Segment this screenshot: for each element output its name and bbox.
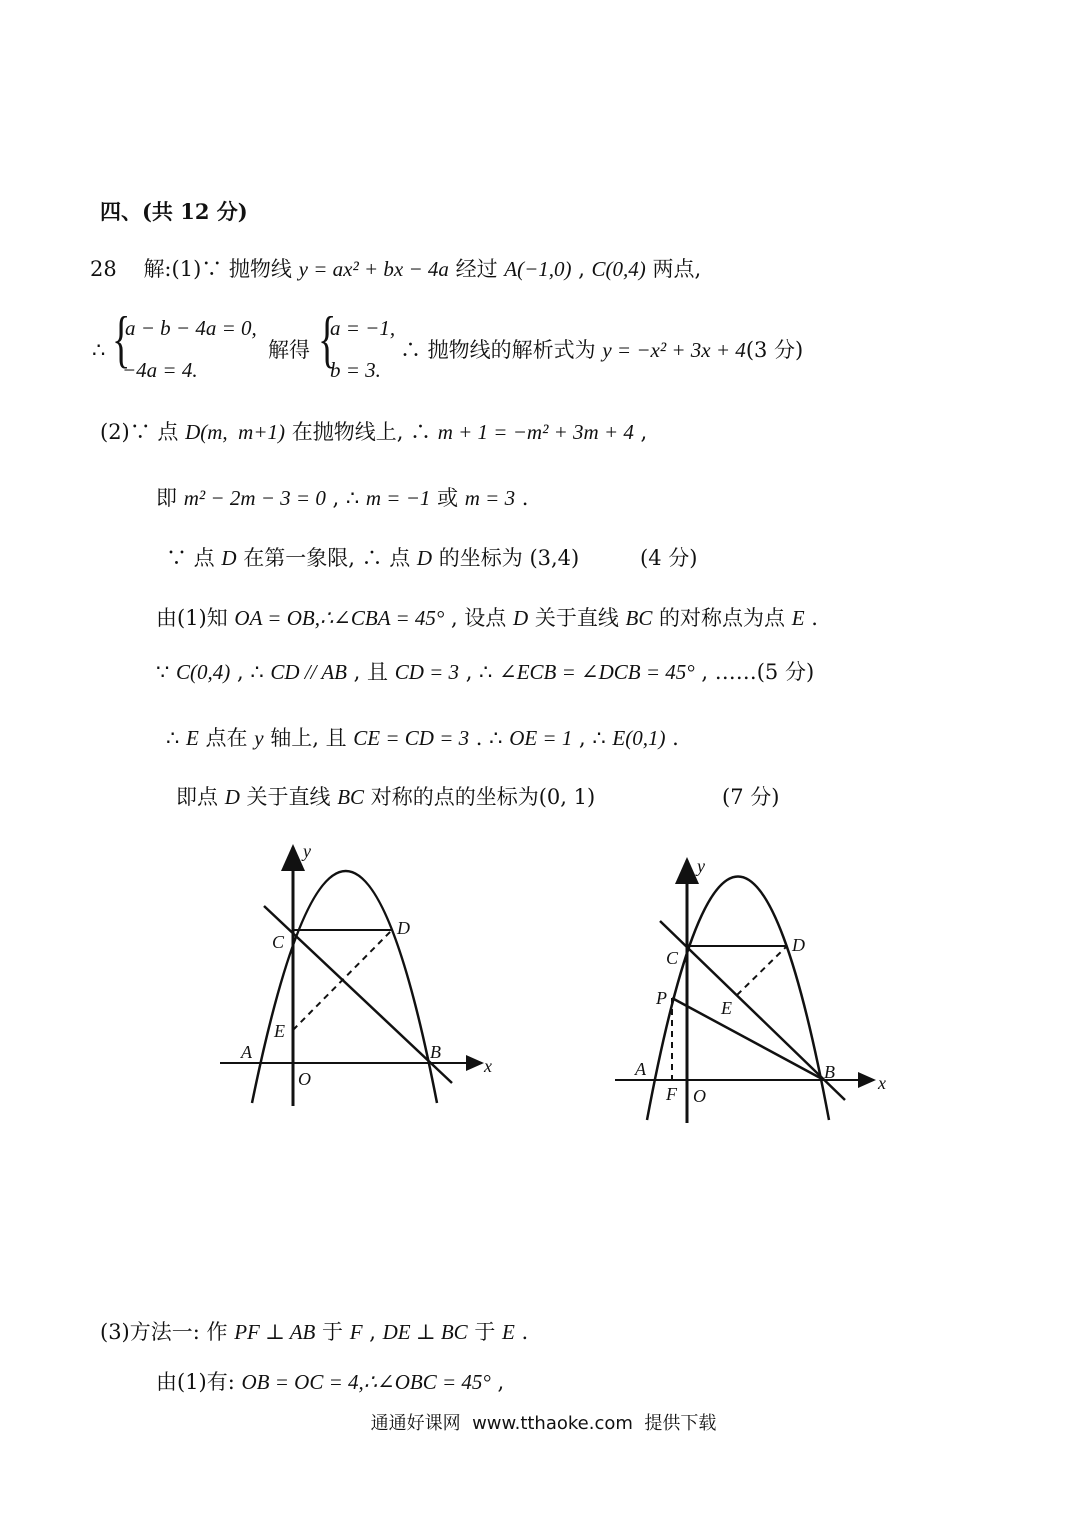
dashed-de [293, 930, 392, 1030]
label-o: O [298, 1069, 311, 1089]
solve-word: 解得 [268, 338, 310, 362]
text: 于 [467, 1320, 503, 1344]
text: . [804, 606, 818, 630]
text: 关于直线 [239, 785, 338, 809]
text: , 且 [346, 660, 395, 684]
text: . ∴ [469, 726, 510, 750]
text: , ∴ [325, 486, 366, 510]
text: . [514, 1320, 529, 1344]
solution-2: b = 3. [330, 358, 381, 382]
text: 点在 [198, 726, 255, 750]
formula: F [349, 1320, 363, 1344]
formula: CD // AB [270, 660, 347, 684]
text: , ……(5 分) [694, 660, 815, 684]
text: 由(1)有: [156, 1370, 242, 1394]
formula: m² − 2m − 3 = 0 [183, 486, 326, 510]
formula: D(m, m+1) [185, 420, 286, 444]
text: , [633, 420, 648, 444]
label-x: x [878, 1073, 886, 1093]
text: , ∴ [230, 660, 271, 684]
question-number: 28 [90, 257, 117, 281]
label-y: y [697, 856, 705, 876]
formula: E [186, 726, 199, 750]
label-c: C [272, 932, 285, 952]
equation-1: a − b − 4a = 0, [125, 316, 257, 340]
text: 解:(1)∵ 抛物线 [143, 257, 299, 281]
formula: C(0,4) [176, 660, 231, 684]
page-footer: 通通好课网 www.tthaoke.com 提供下载 [370, 1413, 717, 1434]
part2-line-7 [176, 783, 595, 811]
therefore-symbol: ∴ [92, 338, 106, 362]
formula: ∠ECB = ∠DCB = 45° [499, 660, 695, 684]
formula: OA = OB,∴∠CBA = 45° [234, 606, 445, 630]
formula: y = −x² + 3x + 4 [602, 338, 746, 362]
formula: OE = 1 [509, 726, 573, 750]
text: (3)方法一: 作 [100, 1320, 235, 1344]
label-x: x [484, 1056, 492, 1076]
part2-line-6 [166, 724, 679, 752]
formula: C(0,4) [591, 257, 646, 281]
text: , [571, 257, 592, 281]
formula: PF ⊥ AB [234, 1320, 316, 1344]
formula: OB = OC = 4,∴∠OBC = 45° [241, 1370, 491, 1394]
label-e: E [274, 1021, 285, 1041]
text: , [362, 1320, 383, 1344]
text: , ∴ [459, 660, 500, 684]
label-d: D [792, 935, 805, 955]
left-brace-2: { [318, 303, 337, 374]
formula: D [512, 606, 529, 630]
part2-line-4 [156, 604, 818, 632]
solution-1: a = −1, [330, 316, 396, 340]
figure-1-diagram [210, 835, 510, 1115]
text: 即 [156, 486, 184, 510]
formula: m = 3 [464, 486, 516, 510]
left-brace-1: { [112, 303, 131, 374]
label-p: P [656, 988, 667, 1008]
label-f: F [666, 1084, 677, 1104]
label-b: B [430, 1042, 441, 1062]
text: 在抛物线上, ∴ [285, 420, 438, 444]
formula: m + 1 = −m² + 3m + 4 [437, 420, 634, 444]
dashed-de [737, 946, 787, 995]
text: 关于直线 [528, 606, 626, 630]
formula: BC [625, 606, 653, 630]
text: 即点 [176, 785, 225, 809]
section-title: 四、(共 12 分) [100, 199, 248, 224]
text: 轴上, 且 [263, 726, 354, 750]
text: 在第一象限, ∴ 点 [236, 546, 417, 570]
text: 的坐标为 (3,4) [432, 546, 580, 570]
equation-2: −4a = 4. [122, 358, 198, 382]
formula: CE = CD = 3 [353, 726, 470, 750]
parabola-curve [252, 871, 437, 1103]
text: . [515, 486, 529, 510]
label-e: E [721, 998, 732, 1018]
label-y: y [303, 841, 311, 861]
text: ∵ 点 [166, 546, 222, 570]
formula: y = ax² + bx − 4a [298, 257, 449, 281]
text: 由(1)知 [156, 606, 235, 630]
part3-line-1 [100, 1318, 528, 1346]
label-a: A [635, 1059, 646, 1079]
text: , 设点 [444, 606, 513, 630]
part2-line-2 [156, 484, 528, 512]
formula: y [254, 726, 264, 750]
score-4: (4 分) [640, 546, 698, 570]
part2-line-3 [166, 544, 579, 572]
score-7: (7 分) [722, 785, 780, 809]
text: 的对称点为点 [652, 606, 792, 630]
text: 两点, [645, 257, 702, 281]
formula: CD = 3 [394, 660, 460, 684]
formula: D [221, 546, 237, 570]
formula: m = −1 [365, 486, 431, 510]
question-28-line [90, 255, 701, 283]
formula: BC [337, 785, 365, 809]
formula: DE ⊥ BC [382, 1320, 468, 1344]
text: (2)∵ 点 [100, 420, 186, 444]
label-o: O [693, 1086, 706, 1106]
segment-pb [672, 998, 824, 1080]
text: , [490, 1370, 505, 1394]
text: 对称的点的坐标为(0, 1) [364, 785, 596, 809]
score: (3 分) [745, 338, 804, 362]
text: ∴ [166, 726, 187, 750]
part3-line-2 [156, 1368, 504, 1396]
label-d: D [397, 918, 410, 938]
part2-line-5 [156, 658, 814, 686]
formula: E [502, 1320, 515, 1344]
part2-line-1 [100, 418, 647, 446]
figure-2-diagram [605, 850, 895, 1130]
formula: E [791, 606, 805, 630]
text: 于 [315, 1320, 350, 1344]
formula: D [224, 785, 240, 809]
conclusion-line [400, 336, 803, 364]
text: , ∴ [572, 726, 613, 750]
formula: D [416, 546, 433, 570]
formula: A(−1,0) [504, 257, 572, 281]
text: ∵ [156, 660, 177, 684]
text: 或 [430, 486, 465, 510]
label-b: B [824, 1062, 835, 1082]
text: 经过 [448, 257, 505, 281]
text: . [665, 726, 679, 750]
formula: E(0,1) [612, 726, 666, 750]
text: ∴ 抛物线的解析式为 [400, 338, 603, 362]
label-a: A [241, 1042, 252, 1062]
label-c: C [666, 948, 679, 968]
